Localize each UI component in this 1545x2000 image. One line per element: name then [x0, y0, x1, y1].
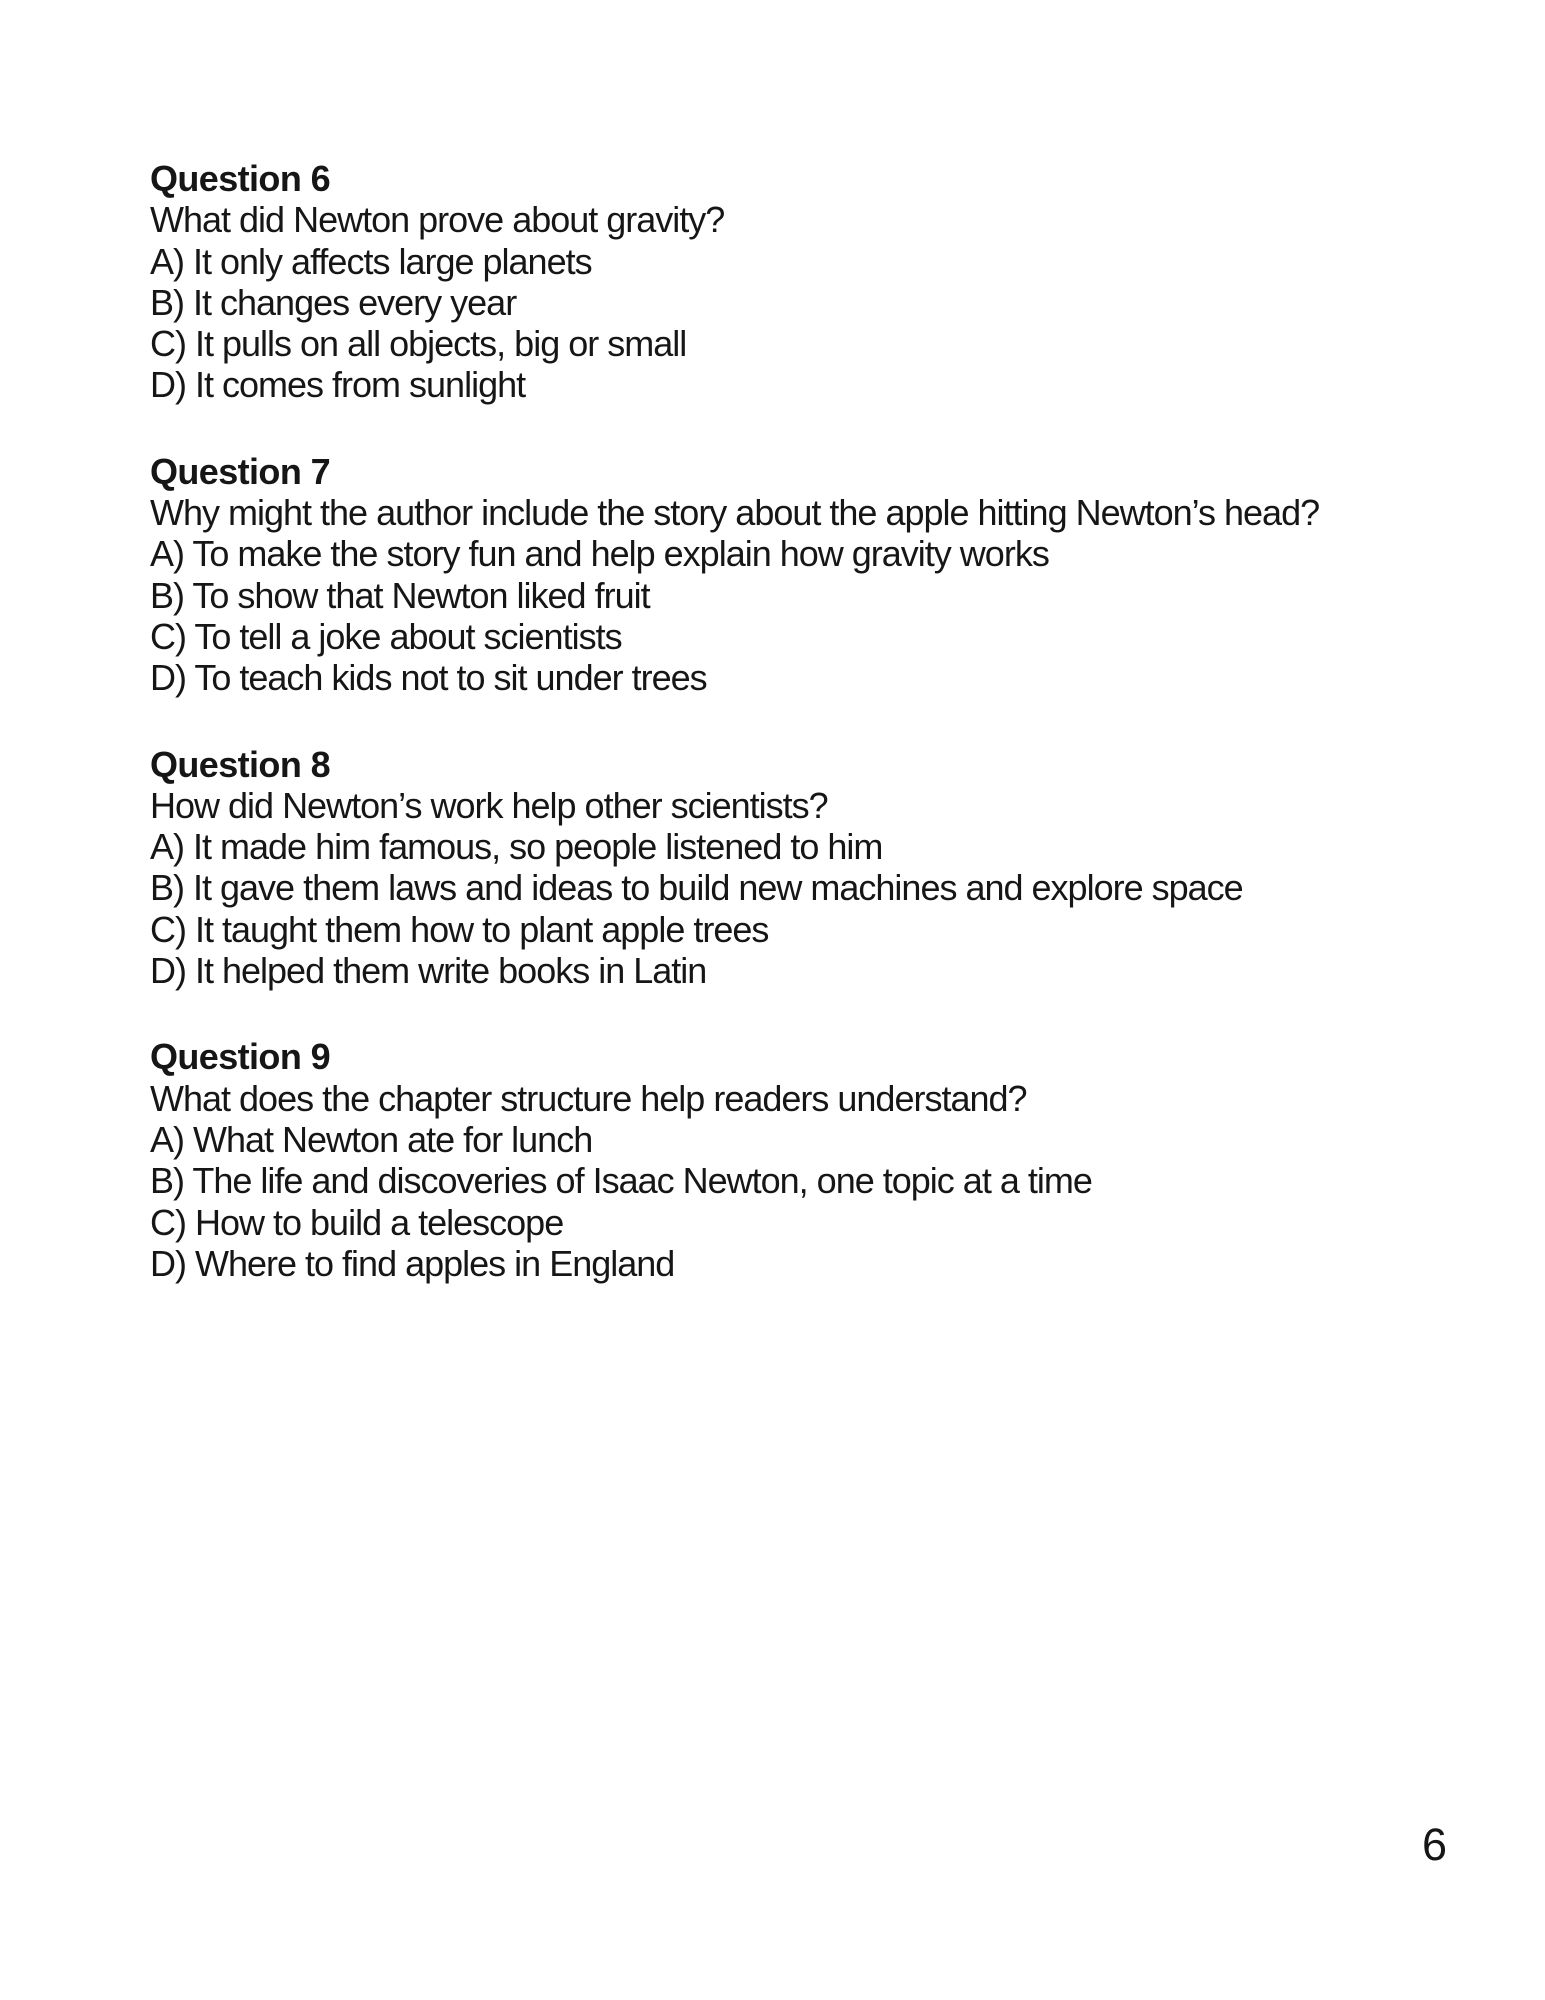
question-block [150, 1036, 1319, 1284]
question-prompt: What did Newton prove about gravity? [150, 199, 725, 241]
question-block [150, 158, 1319, 406]
page-number: 6 [1421, 1819, 1447, 1870]
answer-option: A) It made him famous, so people listened to him [150, 826, 883, 868]
questions-section [150, 158, 1319, 1329]
question-prompt: How did Newton’s work help other scientists? [150, 784, 828, 826]
question-block [150, 451, 1319, 699]
answer-option: D) It helped them write books in Latin [150, 950, 707, 992]
answer-option: C) How to build a telescope [150, 1201, 564, 1243]
answer-option: B) It changes every year [150, 281, 517, 323]
answer-option: C) It pulls on all objects, big or small [150, 323, 687, 365]
answer-option: D) It comes from sunlight [150, 364, 526, 406]
question-title: Question 9 [150, 1036, 331, 1078]
question-title: Question 7 [150, 450, 331, 492]
question-prompt: What does the chapter structure help readers understand? [150, 1077, 1027, 1119]
answer-option: B) The life and discoveries of Isaac Newton, one topic at a time [150, 1160, 1092, 1202]
question-block [150, 744, 1319, 992]
answer-option: C) It taught them how to plant apple trees [150, 908, 769, 950]
question-title: Question 6 [150, 158, 331, 199]
answer-option: D) Where to find apples in England [150, 1242, 675, 1284]
answer-option: B) To show that Newton liked fruit [150, 574, 650, 616]
answer-option: A) To make the story fun and help explain how gravity works [150, 533, 1049, 575]
answer-option: A) It only affects large planets [150, 240, 592, 282]
answer-option: A) What Newton ate for lunch [150, 1118, 593, 1160]
answer-option: C) To tell a joke about scientists [150, 615, 622, 657]
answer-option: D) To teach kids not to sit under trees [150, 657, 707, 699]
question-title: Question 8 [150, 743, 331, 785]
question-prompt: Why might the author include the story about the apple hitting Newton’s head? [150, 492, 1320, 534]
answer-option: B) It gave them laws and ideas to build new machines and explore space [150, 867, 1243, 909]
